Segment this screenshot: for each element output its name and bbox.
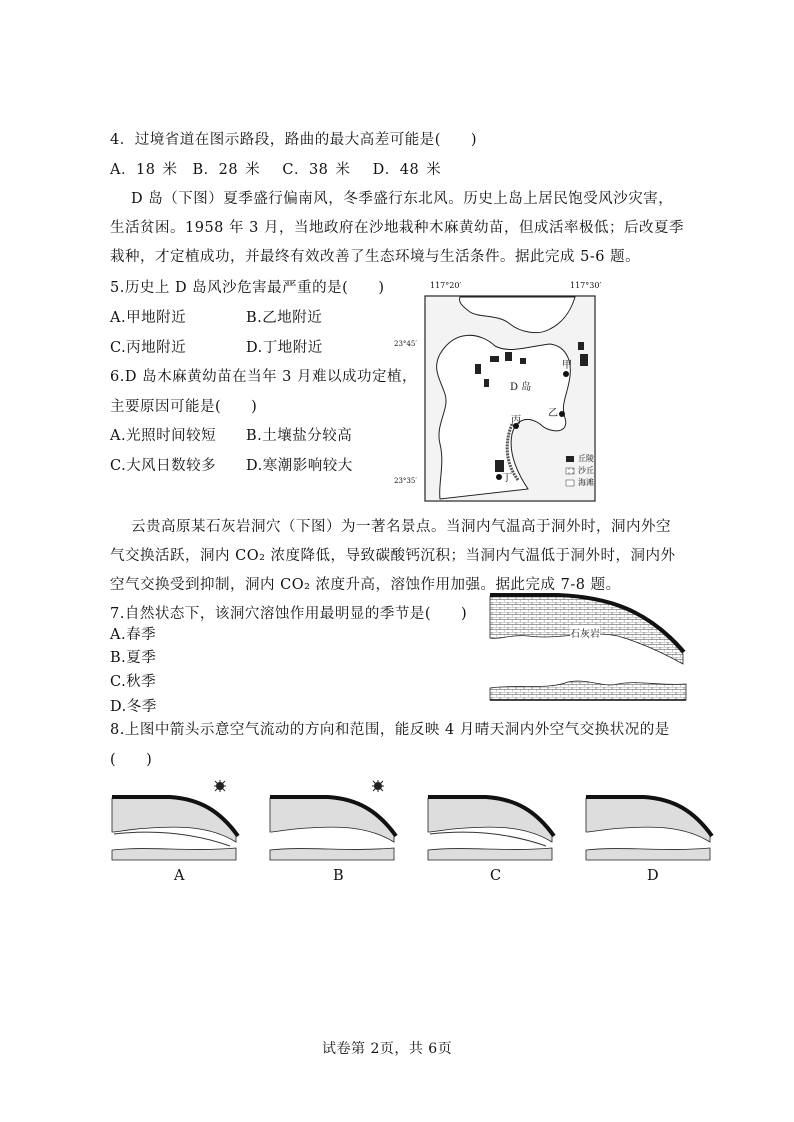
legend-beach: 海滩 <box>578 478 594 487</box>
q8-label-b: B <box>333 868 345 884</box>
q6-option-c: C.大风日数较多 <box>110 458 217 474</box>
passage-d-line3: 栽种，才定植成功，并最终有效改善了生态环境与生活条件。据此完成 5-6 题。 <box>110 249 641 265</box>
q8-label-a: A <box>174 868 185 884</box>
q8-stem: 8.上图中箭头示意空气流动的方向和范围，能反映 4 月晴天洞内外空气交换状况的是 <box>110 722 670 738</box>
q8-figure-c <box>426 776 566 868</box>
q4-stem: 4．过境省道在图示路段，路曲的最大高差可能是( ) <box>110 132 478 148</box>
q8-label-d: D <box>647 868 660 884</box>
point-jia <box>563 371 569 377</box>
q7-option-a: A.春季 <box>110 627 157 643</box>
q5-stem: 5.历史上 D 岛风沙危害最严重的是( ) <box>110 280 385 296</box>
label-jia: 甲 <box>562 360 572 371</box>
label-ding: 丁 <box>502 473 512 484</box>
label-bing: 丙 <box>511 415 521 426</box>
cave-figure <box>488 592 688 702</box>
q5-option-d: D.丁地附近 <box>246 340 323 356</box>
q8-figure-b <box>268 776 408 868</box>
q7-stem: 7.自然状态下，该洞穴溶蚀作用最明显的季节是( ) <box>110 606 468 622</box>
lon-left-label: 117°20′ <box>430 281 462 290</box>
q7-option-d: D.冬季 <box>110 699 157 715</box>
passage-cave-line3: 空气交换受到抑制，洞内 CO₂ 浓度升高，溶蚀作用加强。据此完成 7-8 题。 <box>110 577 621 593</box>
q6-stem-line2: 主要原因可能是( ) <box>110 399 258 415</box>
q8-label-c: C <box>490 868 502 884</box>
label-yi: 乙 <box>548 408 558 419</box>
q6-option-a: A.光照时间较短 <box>110 428 217 444</box>
q5-option-a: A.甲地附近 <box>110 310 187 326</box>
legend-hill: 丘陵 <box>578 454 594 463</box>
q7-option-c: C.秋季 <box>110 674 157 690</box>
q6-stem-line1: 6.D 岛木麻黄幼苗在当年 3 月难以成功定植， <box>110 369 418 385</box>
q5-option-c: C.丙地附近 <box>110 340 187 356</box>
lon-right-label: 117°30′ <box>570 281 602 290</box>
q6-option-b: B.土壤盐分较高 <box>246 428 353 444</box>
q7-option-b: B.夏季 <box>110 650 157 666</box>
lat-bottom-label: 23°35′ <box>394 477 417 485</box>
passage-d-line1: D 岛（下图）夏季盛行偏南风，冬季盛行东北风。历史上岛上居民饱受风沙灾害， <box>131 191 674 207</box>
page-footer: 试卷第 2页，共 6页 <box>322 1041 453 1057</box>
cave-limestone-label: 石灰岩 <box>570 625 600 640</box>
passage-cave-line1: 云贵高原某石灰岩洞穴（下图）为一著名景点。当洞内气温高于洞外时，洞内外空 <box>131 519 671 535</box>
passage-cave-line2: 气交换活跃，洞内 CO₂ 浓度降低，导致碳酸钙沉积；当洞内气温低于洞外时，洞内外 <box>110 548 676 564</box>
point-yi <box>559 411 565 417</box>
q4-options: A．18 米 B．28 米 C．38 米 D．48 米 <box>110 162 442 178</box>
q8-figure-d <box>584 776 724 868</box>
lat-top-label: 23°45′ <box>394 340 417 348</box>
q5-option-b: B.乙地附近 <box>246 310 323 326</box>
q6-option-d: D.寒潮影响较大 <box>246 458 353 474</box>
q8-figure-a <box>110 776 250 868</box>
island-label: D 岛 <box>510 382 532 393</box>
legend-dune: 沙丘 <box>578 466 594 475</box>
q8-paren: ( ) <box>110 752 153 768</box>
d-island-map <box>394 281 605 509</box>
passage-d-line2: 生活贫困。1958 年 3 月，当地政府在沙地栽种木麻黄幼苗，但成活率极低；后改夏季 <box>110 220 684 236</box>
